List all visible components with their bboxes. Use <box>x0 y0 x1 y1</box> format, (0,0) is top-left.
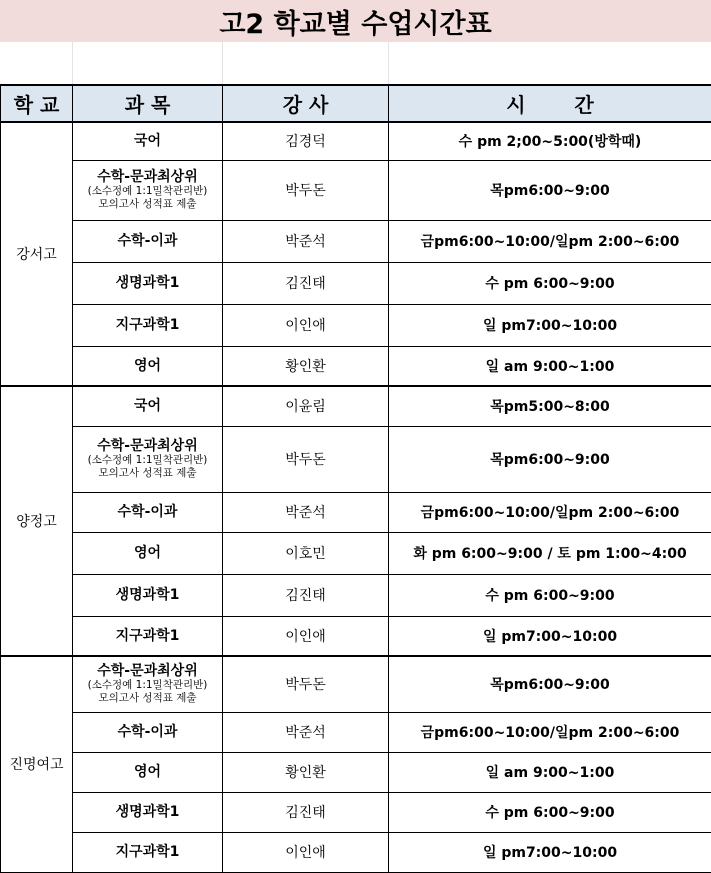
header-time: 시 간 <box>389 85 711 122</box>
school-cell: 진명여고 <box>1 656 73 872</box>
school-cell: 강서고 <box>1 122 73 386</box>
grid-line <box>222 42 223 84</box>
time-cell: 목pm6:00~9:00 <box>389 160 711 220</box>
subject-name: 수학-문과최상위 <box>73 663 222 679</box>
header-row <box>1 85 711 122</box>
subject-cell <box>73 656 223 712</box>
subject-name: 수학-문과최상위 <box>73 438 222 454</box>
header-subject: 과 목 <box>73 85 223 122</box>
table-row <box>1 262 711 304</box>
table-row <box>1 832 711 872</box>
grid-line <box>72 42 73 84</box>
table-row <box>1 656 711 712</box>
subject-name: 수학-이과 <box>73 504 222 520</box>
time-cell: 금pm6:00~10:00/일pm 2:00~6:00 <box>389 220 711 262</box>
subject-name: 영어 <box>73 764 222 780</box>
subject-name: 생명과학1 <box>73 804 222 820</box>
table-row <box>1 304 711 346</box>
subject-name: 국어 <box>73 133 222 149</box>
subject-cell <box>73 346 223 386</box>
header-teacher: 강 사 <box>223 85 389 122</box>
subject-cell <box>73 752 223 792</box>
teacher-cell: 박두돈 <box>223 426 389 492</box>
teacher-cell: 박준석 <box>223 492 389 532</box>
teacher-cell: 김경덕 <box>223 122 389 160</box>
schedule-body <box>1 122 711 872</box>
subject-note: (소수정예 1:1밀착관리반) <box>73 454 222 467</box>
subject-note: 모의고사 성적표 제출 <box>73 692 222 705</box>
time-cell: 일 pm7:00~10:00 <box>389 616 711 656</box>
teacher-cell: 김진태 <box>223 574 389 616</box>
schedule-table <box>0 84 711 873</box>
time-cell: 일 am 9:00~1:00 <box>389 346 711 386</box>
time-cell: 화 pm 6:00~9:00 / 토 pm 1:00~4:00 <box>389 532 711 574</box>
subject-note: (소수정예 1:1밀착관리반) <box>73 185 222 198</box>
teacher-cell: 박준석 <box>223 712 389 752</box>
table-row <box>1 752 711 792</box>
subject-cell <box>73 220 223 262</box>
teacher-cell: 이인애 <box>223 616 389 656</box>
subject-name: 수학-이과 <box>73 724 222 740</box>
time-cell: 목pm6:00~9:00 <box>389 426 711 492</box>
table-row <box>1 386 711 426</box>
table-row <box>1 792 711 832</box>
subject-name: 영어 <box>73 545 222 561</box>
teacher-cell: 이호민 <box>223 532 389 574</box>
subject-cell <box>73 304 223 346</box>
subject-name: 생명과학1 <box>73 587 222 603</box>
subject-cell <box>73 122 223 160</box>
table-row <box>1 426 711 492</box>
teacher-cell: 이인애 <box>223 832 389 872</box>
teacher-cell: 박두돈 <box>223 160 389 220</box>
subject-name: 지구과학1 <box>73 628 222 644</box>
subject-name: 수학-문과최상위 <box>73 169 222 185</box>
school-cell: 양정고 <box>1 386 73 656</box>
time-cell: 목pm5:00~8:00 <box>389 386 711 426</box>
teacher-cell: 황인환 <box>223 346 389 386</box>
subject-note: 모의고사 성적표 제출 <box>73 467 222 480</box>
teacher-cell: 박준석 <box>223 220 389 262</box>
subject-cell <box>73 262 223 304</box>
table-row <box>1 346 711 386</box>
time-cell: 금pm6:00~10:00/일pm 2:00~6:00 <box>389 712 711 752</box>
subject-cell <box>73 532 223 574</box>
subject-name: 지구과학1 <box>73 844 222 860</box>
time-cell: 일 pm7:00~10:00 <box>389 304 711 346</box>
time-cell: 수 pm 2;00~5:00(방학때) <box>389 122 711 160</box>
teacher-cell: 박두돈 <box>223 656 389 712</box>
teacher-cell: 김진태 <box>223 262 389 304</box>
table-row <box>1 492 711 532</box>
table-row <box>1 574 711 616</box>
table-row <box>1 122 711 160</box>
subject-name: 수학-이과 <box>73 233 222 249</box>
subject-cell <box>73 492 223 532</box>
table-row <box>1 532 711 574</box>
title-bar <box>0 0 711 42</box>
subject-note: 모의고사 성적표 제출 <box>73 198 222 211</box>
subject-cell <box>73 160 223 220</box>
teacher-cell: 황인환 <box>223 752 389 792</box>
time-cell: 수 pm 6:00~9:00 <box>389 574 711 616</box>
time-cell: 금pm6:00~10:00/일pm 2:00~6:00 <box>389 492 711 532</box>
subject-cell <box>73 574 223 616</box>
subject-name: 국어 <box>73 398 222 414</box>
subject-cell <box>73 832 223 872</box>
page-title: 고2 학교별 수업시간표 <box>219 2 491 41</box>
teacher-cell: 이인애 <box>223 304 389 346</box>
subject-cell <box>73 792 223 832</box>
time-cell: 일 pm7:00~10:00 <box>389 832 711 872</box>
subject-cell <box>73 426 223 492</box>
header-school: 학 교 <box>1 85 73 122</box>
table-row <box>1 616 711 656</box>
subject-name: 영어 <box>73 358 222 374</box>
teacher-cell: 이윤림 <box>223 386 389 426</box>
time-cell: 일 am 9:00~1:00 <box>389 752 711 792</box>
subject-name: 지구과학1 <box>73 317 222 333</box>
time-cell: 목pm6:00~9:00 <box>389 656 711 712</box>
subject-name: 생명과학1 <box>73 275 222 291</box>
subject-cell <box>73 712 223 752</box>
time-cell: 수 pm 6:00~9:00 <box>389 792 711 832</box>
grid-line <box>388 42 389 84</box>
subject-cell <box>73 386 223 426</box>
teacher-cell: 김진태 <box>223 792 389 832</box>
subject-note: (소수정예 1:1밀착관리반) <box>73 679 222 692</box>
table-row <box>1 160 711 220</box>
subject-cell <box>73 616 223 656</box>
time-cell: 수 pm 6:00~9:00 <box>389 262 711 304</box>
table-row <box>1 220 711 262</box>
table-row <box>1 712 711 752</box>
